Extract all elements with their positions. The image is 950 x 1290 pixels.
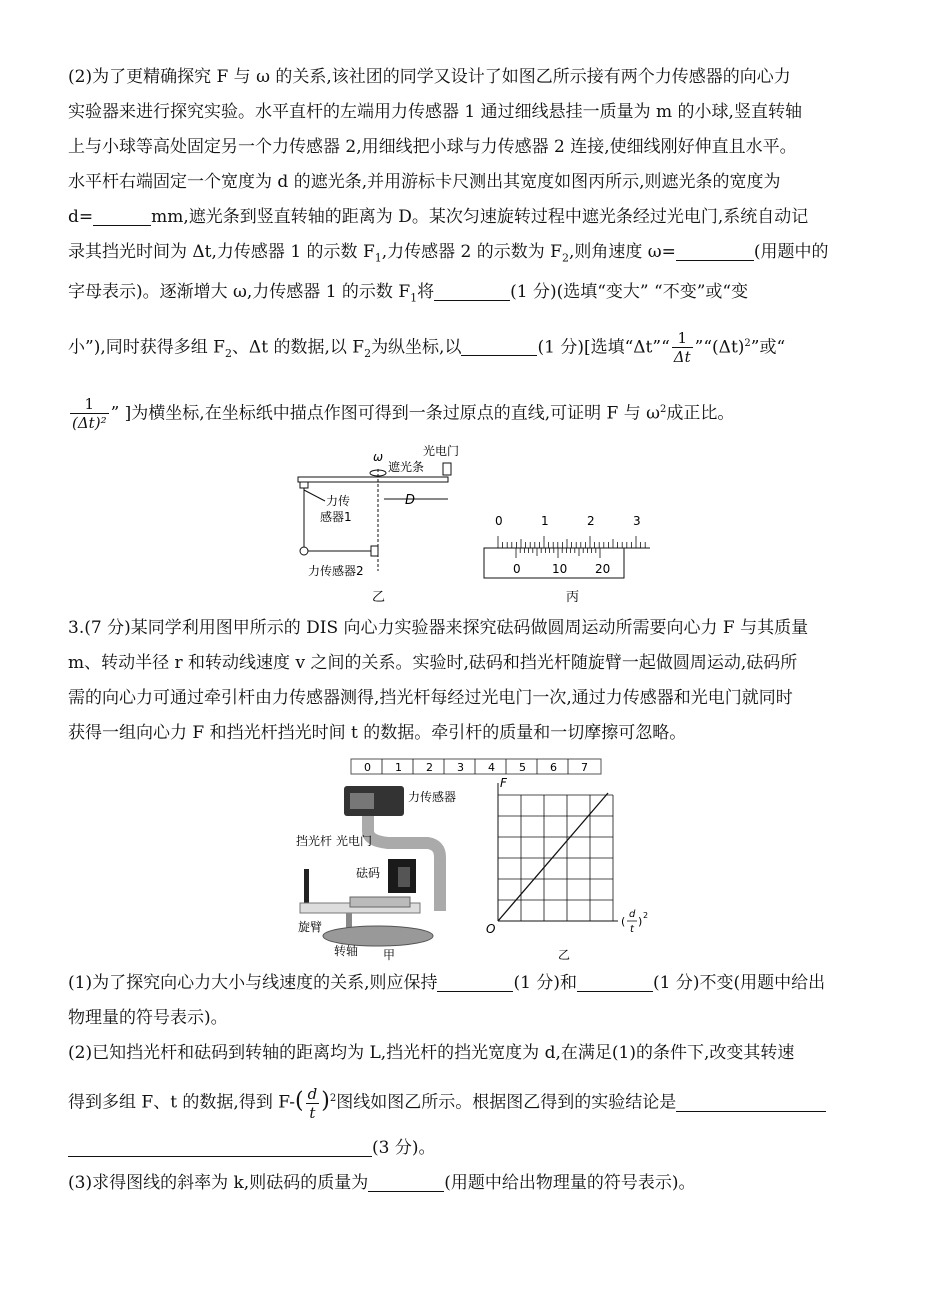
q3-line3: 需的向心力可通过牵引杆由力传感器测得,挡光杆每经过光电门一次,通过力传感器和光电门就同时: [68, 688, 793, 709]
text: (用题中的: [753, 242, 829, 262]
figure-row-jia-yi: [68, 751, 888, 966]
figure-yi: [298, 443, 459, 605]
text: (3 分)。: [372, 1138, 436, 1159]
q2-line8: [68, 316, 888, 382]
superscript: 2: [744, 337, 751, 349]
strip-label: 遮光条: [388, 460, 425, 475]
figure-bing: [484, 514, 650, 605]
vernier-tick-0: 0: [513, 562, 521, 577]
weight-label: 砝码: [356, 866, 381, 881]
omega-label: ω: [373, 450, 384, 465]
sensor1-label-b: 感器1: [320, 510, 352, 525]
origin-label: O: [486, 922, 496, 937]
q2-line1: (2)为了更精确探究 F 与 ω 的关系,该社团的同学又设计了如图乙所示接有两个力传感器的向心力: [68, 67, 791, 87]
text: ,力传感器 2 的示数为 F: [381, 242, 562, 262]
text: 得到多组 F、t 的数据,得到 F-: [68, 1093, 296, 1114]
subscript: 1: [374, 251, 382, 265]
ruler-6: 6: [550, 761, 557, 775]
figure-row-yi-bing: [68, 441, 888, 611]
answer-blank-width[interactable]: [93, 205, 151, 226]
answer-blank-conclusion-cont[interactable]: [68, 1136, 372, 1157]
ruler-3: 3: [457, 761, 464, 775]
gate-label: 光电门: [336, 834, 373, 849]
answer-blank-mass[interactable]: [368, 1171, 444, 1192]
rod-label: 挡光杆: [296, 834, 333, 849]
fraction-1-over-dt-squared: [70, 395, 109, 432]
subscript: 2: [224, 346, 232, 360]
subscript: 2: [364, 346, 372, 360]
text: 、Δt 的数据,以 F: [231, 337, 365, 358]
sensor-2-icon: [371, 546, 378, 556]
main-scale-ticks: [498, 536, 645, 548]
page: [68, 60, 888, 1201]
x-label-t: t: [630, 924, 634, 936]
sensor-panel: [350, 793, 374, 809]
main-tick-2: 2: [587, 514, 595, 529]
text: 为纵坐标,以: [371, 337, 462, 358]
q2-line4: 水平杆右端固定一个宽度为 d 的遮光条,并用游标卡尺测出其宽度如图丙所示,则遮光条的宽度为: [68, 172, 781, 192]
main-tick-0: 0: [495, 514, 503, 529]
q2-line7: [68, 275, 888, 315]
leader-line: [304, 490, 325, 501]
q3s-line4: [68, 1071, 888, 1131]
ruler-frame: [351, 759, 601, 774]
y-label: F: [500, 776, 507, 791]
text: (1 分)不变(用题中给出: [652, 973, 826, 994]
data-line: [498, 793, 608, 921]
caption-jia: 甲: [383, 948, 396, 963]
figure-jia: [296, 786, 456, 962]
ruler-strip: [351, 759, 601, 774]
answer-blank-1b[interactable]: [577, 971, 653, 992]
fraction-1-over-dt: [672, 329, 693, 366]
text: d=: [68, 207, 94, 227]
answer-blank-omega[interactable]: [676, 240, 754, 261]
q3s-line3: (2)已知挡光杆和砝码到转轴的距离均为 L,挡光杆的挡光宽度为 d,在满足(1)的条件下,改变其转速: [68, 1043, 795, 1064]
x-label-d: d: [629, 909, 636, 921]
text: ”或“: [750, 337, 786, 358]
x-label-close: ): [638, 915, 643, 929]
main-tick-1: 1: [541, 514, 549, 529]
q3-line4: 获得一组向心力 F 和挡光杆挡光时间 t 的数据。牵引杆的质量和一切摩擦可忽略。: [68, 723, 687, 744]
q3s-line2: 物理量的符号表示)。: [68, 1008, 228, 1029]
denominator: t: [309, 1104, 316, 1123]
figure-yi-graph: [486, 776, 648, 962]
text: (3)求得图线的斜率为 k,则砝码的质量为: [68, 1173, 369, 1194]
axis-label: 转轴: [334, 944, 359, 959]
caption-yi2: 乙: [558, 948, 571, 963]
vernier-tick-10: 10: [552, 562, 568, 577]
caption-bing: 丙: [566, 590, 580, 606]
text: 字母表示)。逐渐增大 ω,力传感器 1 的示数 F: [68, 282, 411, 303]
text: (1 分)(选填“变大” “不变”或“变: [510, 282, 749, 303]
sensor-label: 力传感器: [408, 790, 457, 805]
figure-jia-yi-svg: [68, 751, 888, 966]
fraction-d-over-t: [306, 1085, 320, 1122]
subscript: 2: [561, 251, 569, 265]
caption-yi: 乙: [372, 590, 386, 606]
horizontal-rod: [298, 477, 448, 482]
text: (1 分)[选填“Δt”“: [537, 337, 670, 358]
answer-blank-1a[interactable]: [437, 971, 513, 992]
numerator: 1: [672, 329, 693, 348]
q2-line2: 实验器来进行探究实验。水平直杆的左端用力传感器 1 通过细线悬挂一质量为 m 的小球,竖直转轴: [68, 102, 802, 122]
text: (1)为了探究向心力大小与线速度的关系,则应保持: [68, 973, 438, 994]
main-tick-3: 3: [633, 514, 641, 529]
text: (1 分)和: [513, 973, 577, 994]
answer-blank-f1-change[interactable]: [434, 280, 510, 301]
text: (用题中给出物理量的符号表示)。: [444, 1173, 696, 1194]
vernier-scale-ticks: [516, 548, 600, 558]
ruler-4: 4: [488, 761, 495, 775]
sensor2-label: 力传感器2: [308, 564, 364, 579]
text: mm,遮光条到竖直转轴的距离为 D。某次匀速旋转过程中遮光条经过光电门,系统自动记: [151, 207, 809, 227]
q2-line6: [68, 235, 888, 275]
q3-line1: 3.(7 分)某同学利用图甲所示的 DIS 向心力实验器来探究砝码做圆周运动所需要向心力 F 与其质量: [68, 618, 809, 639]
text: ,则角速度 ω=: [568, 242, 676, 262]
text: 图线如图乙所示。根据图乙得到的实验结论是: [336, 1093, 677, 1114]
paren-close: ): [321, 1089, 330, 1115]
graph-grid: [498, 795, 613, 921]
ruler-7: 7: [581, 761, 588, 775]
sensor-1-icon: [300, 482, 308, 488]
text: ”“(Δt): [694, 337, 745, 358]
answer-blank-x-axis[interactable]: [461, 335, 537, 356]
answer-blank-conclusion[interactable]: [676, 1091, 826, 1112]
numerator: d: [307, 1085, 318, 1104]
text: ” ]为横坐标,在坐标纸中描点作图可得到一条过原点的直线,可证明 F 与 ω: [110, 403, 660, 424]
ruler-5: 5: [519, 761, 526, 775]
distance-d-label: D: [405, 493, 416, 509]
text: 成正比。: [666, 403, 735, 424]
arm-label: 旋臂: [298, 920, 323, 935]
weights: [350, 897, 410, 907]
sensor1-label-a: 力传: [326, 494, 351, 509]
ball-icon: [300, 547, 308, 555]
q2-line9: [68, 382, 888, 442]
numerator: 1: [70, 395, 109, 414]
q2-line3: 上与小球等高处固定另一个力传感器 2,用细线把小球与力传感器 2 连接,使细线刚好伸直且水平。: [68, 137, 797, 157]
denominator: (Δt)²: [72, 414, 107, 433]
q3s-line5: [68, 1131, 888, 1166]
light-gate-icon: [443, 463, 451, 475]
ruler-0: 0: [364, 761, 371, 775]
paren-open: (: [295, 1089, 304, 1115]
q3s-line6: [68, 1166, 888, 1201]
gate-slot: [398, 867, 410, 887]
text: 录其挡光时间为 Δt,力传感器 1 的示数 F: [68, 242, 375, 262]
q2-line5: [68, 200, 888, 235]
vernier-tick-20: 20: [595, 562, 611, 577]
ruler-1: 1: [395, 761, 402, 775]
subscript: 1: [410, 291, 418, 305]
ruler-2: 2: [426, 761, 433, 775]
x-label-exp: 2: [643, 911, 649, 921]
text: 将: [417, 282, 435, 303]
text: 小”),同时获得多组 F: [68, 337, 225, 358]
q3s-line1: [68, 966, 888, 1001]
denominator: Δt: [673, 348, 691, 367]
q3-line2: m、转动半径 r 和转动线速度 v 之间的关系。实验时,砝码和挡光杆随旋臂一起做圆周运动,砝码所: [68, 653, 798, 674]
superscript: 2: [329, 1093, 337, 1105]
figure-yi-bing-svg: [68, 441, 888, 611]
x-label-open: (: [621, 915, 626, 929]
gate-label: 光电门: [423, 444, 460, 459]
base-disc: [323, 926, 433, 946]
superscript: 2: [659, 403, 667, 415]
